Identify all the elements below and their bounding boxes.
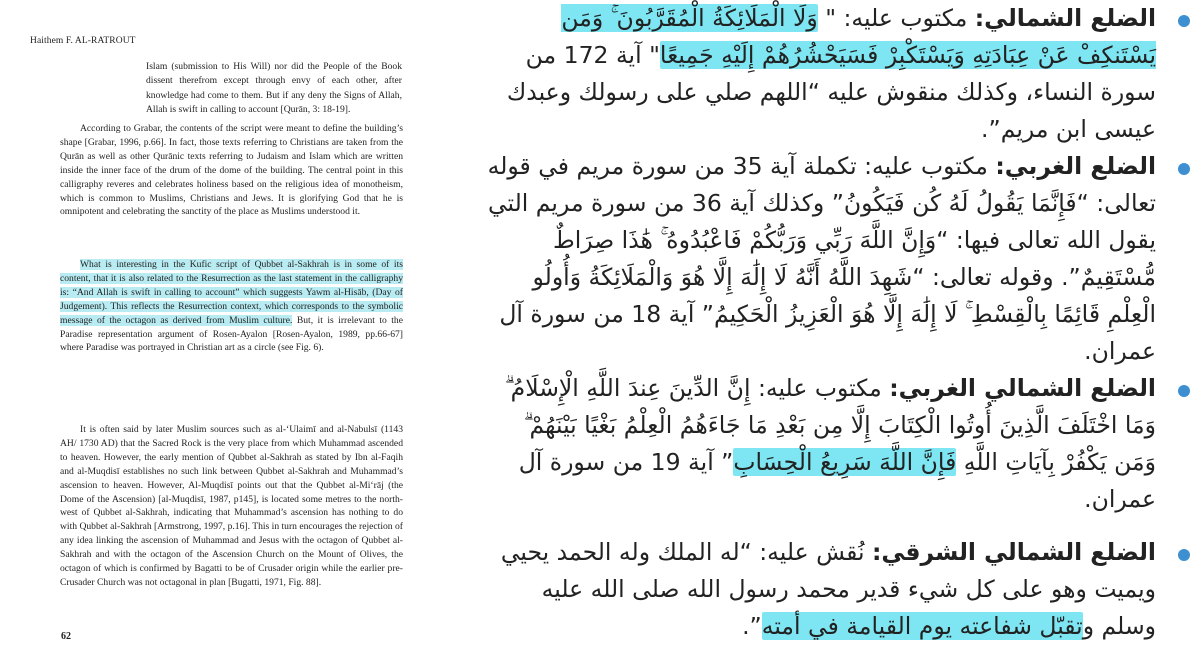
list-item-northwest-side	[480, 370, 1192, 518]
item-text-post: ” آية 19 من سورة آل عمران.	[518, 448, 1156, 513]
item-heading: الضلع الشمالي:	[974, 4, 1156, 32]
list-item-west-side	[480, 148, 1192, 370]
bullet-icon	[1178, 15, 1190, 27]
paragraph-2-rest: But, it is irrelevant to the Paradise representation argument of Rosen-Ayalon [Rosen-Ayalon, 1989, pp.66-67] where Paradise was portrayed in Christian art as a circle (see Fig. 6).	[60, 314, 403, 354]
item-heading: الضلع الشمالي الغربي:	[889, 374, 1156, 402]
running-head: Haithem F. AL-RATROUT	[30, 36, 136, 46]
paragraph-2	[60, 258, 403, 355]
highlighted-verse: فَإِنَّ اللَّهَ سَرِيعُ الْحِسَابِ	[733, 448, 957, 476]
highlighted-phrase: تقبّل شفاعته يوم القيامة في أمته	[761, 612, 1083, 640]
highlighted-verse: وَلَا الْمَلَائِكَةُ الْمُقَرَّبُونَ ۚ وَمَن يَسْتَنكِفْ عَنْ عِبَادَتِهِ وَيَسْتَكْبِرْ فَسَيَحْشُرُهُمْ إِلَيْهِ جَمِيعًا	[561, 4, 1156, 69]
item-text-pre: نُقش عليه: “له الملك وله الحمد يحيي ويميت وهو على كل شيء قدير محمد رسول الله صلى الله عليه وسلم و	[500, 538, 1156, 640]
list-item-northeast-side	[480, 534, 1192, 645]
block-quote: Islam (submission to His Will) nor did the People of the Book dissent therefrom except through envy of each other, after knowledge had come to them. But if any deny the Signs of Allah, Allah is swift in calling to account [Qurān, 3: 18-19].	[146, 61, 402, 116]
list-item-north-side	[480, 0, 1192, 148]
bullet-icon	[1178, 163, 1190, 175]
item-text-post: ”.	[742, 612, 762, 640]
item-text-pre: مكتوب عليه: إِنَّ الدِّينَ عِندَ اللَّهِ الْإِسْلَامُ ۗ وَمَا اخْتَلَفَ الَّذِينَ أُوتُوا الْكِتَابَ إِلَّا مِن بَعْدِ مَا جَاءَهُمُ الْعِلْمُ بَغْيًا بَيْنَهُمْ ۗ وَمَن يَكْفُرْ بِآيَاتِ اللَّهِ	[504, 374, 1156, 476]
highlighted-passage: What is interesting in the Kufic script of Qubbet al-Sakhrah is in some of its content, that it is also related to the Resurrection as the last statement in the calligraphy is: “And Allah is swift in calling to account” which suggests Yawm al-Hisāb, (Day of Judgement). This reflects the Resurrection context, which corresponds to the symbolic message of the octagon as derived from Muslim culture.	[60, 259, 403, 326]
bullet-icon	[1178, 549, 1190, 561]
item-text-pre: مكتوب عليه: تكملة آية 35 من سورة مريم في قوله تعالى: “فَإِنَّمَا يَقُولُ لَهُ كُن فَيَكُونُ” وكذلك آية 36 من سورة مريم التي يقول الله تعالى فيها: “وَإِنَّ اللَّهَ رَبِّي وَرَبُّكُمْ فَاعْبُدُوهُ ۚ هَٰذَا صِرَاطٌ مُّسْتَقِيمٌ”. وقوله تعالى: “شَهِدَ اللَّهُ أَنَّهُ لَا إِلَٰهَ إِلَّا هُوَ وَالْمَلَائِكَةُ وَأُولُو الْعِلْمِ قَائِمًا بِالْقِسْطِ ۚ لَا إِلَٰهَ إِلَّا هُوَ الْعَزِيزُ الْحَكِيمُ” آية 18 من سورة آل عمران.	[487, 152, 1156, 365]
item-text-pre: مكتوب عليه: "	[817, 4, 975, 32]
arabic-notes-panel	[440, 0, 1200, 648]
book-page	[0, 0, 430, 648]
bullet-icon	[1178, 385, 1190, 397]
arabic-bullet-list	[480, 0, 1192, 645]
item-heading: الضلع الغربي:	[995, 152, 1156, 180]
item-heading: الضلع الشمالي الشرقي:	[872, 538, 1156, 566]
page-number: 62	[61, 631, 71, 642]
paragraph-1: According to Grabar, the contents of the script were meant to define the building’s shape [Grabar, 1996, p.66]. In fact, those texts referring to Christians are taken from the Qurān as well as other Qurānic texts referring to Judaism and Islam which are written inside the inner face of the drum of the dome of the building. The central point in this calligraphy reveres and celebrates holiness based on the religious idea of monotheism, which is common to Muslims, Christians and Jews. It is glorifying God that he is omnipotent and celebrating the sanctity of the place as Muslims understood it.	[60, 123, 403, 218]
paragraph-3: It is often said by later Muslim sources such as al-‘Ulaimī and al-Nabulsī (1143 AH/ 1730 AD) that the Sacred Rock is the very place from which Muhammad ascended to heaven. However, the early mention of Qubbet al-Sakhrah as stated by Ibn al-Faqih and al-Muqdisī establishes no such link between Qubbet al-Sakhrah and Muhammad’s ascension to heaven. However, Al-Muqdisī points out that the Qubbet al-Mi‘rāj (the Dome of the Ascension) [al-Muqdisī, 1987, p145], is located some metres to the north-west of Qubbet al-Sakhrah, indicating that Muhammad’s ascension has nothing to do with Qubbet al-Sakhrah [Armstrong, 1997, p.16]. This in turn encourages the rejection of any idea linking the ascension of Muhammad and Jesus with the octagon of Qubbet al-Sakhrah and with the octagon of the Ascension Church on the Mount of Olives, the octagon of which is confirmed by Bagatti to be of Crusader origin while the earlier pre-Crusader Church was not octagonal in plan [Bugatti, 1971, Fig. 88].	[60, 424, 403, 588]
item-text-post: " آية 172 من سورة النساء، وكذلك منقوش عليه “اللهم صلي على رسولك وعبدك عيسى ابن مريم”.	[506, 41, 1156, 143]
